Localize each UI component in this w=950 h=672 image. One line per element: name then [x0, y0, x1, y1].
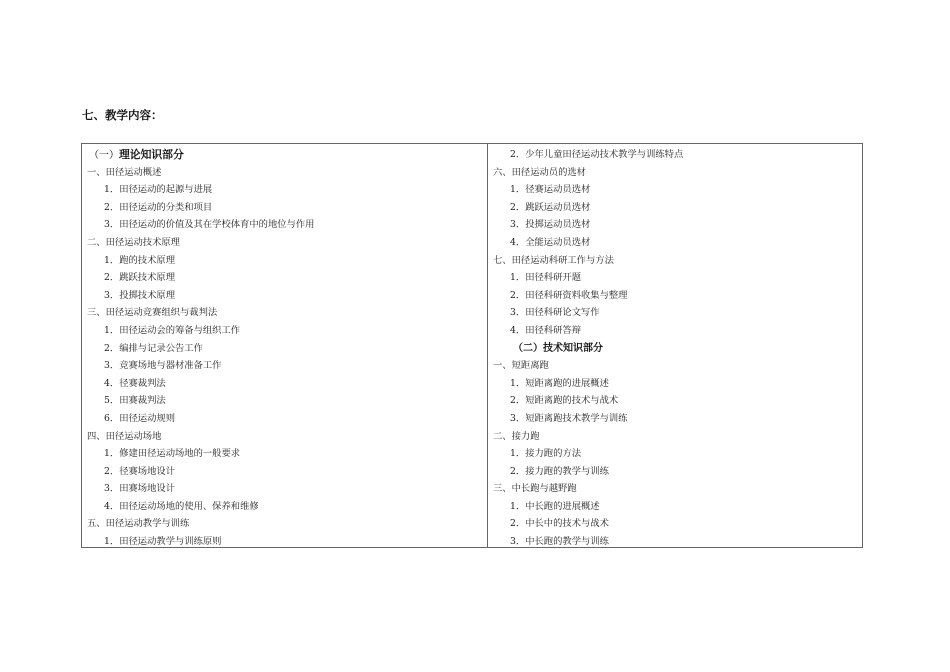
outline-item: 4．田径运动场地的使用、保养和维修 — [104, 500, 259, 512]
outline-chapter: 五、田径运动教学与训练 — [87, 518, 190, 530]
outline-item: 2．接力跑的教学与训练 — [510, 465, 609, 477]
outline-chapter: 一、田径运动概述 — [87, 166, 162, 178]
outline-item: 1．田径运动教学与训练原则 — [104, 536, 222, 548]
section-subheading — [82, 146, 487, 164]
outline-item: 3．田径运动的价值及其在学校体育中的地位与作用 — [104, 219, 315, 231]
outline-item: 2．跳跃运动员选材 — [510, 201, 591, 213]
outline-item: 1．径赛运动员选材 — [510, 184, 591, 196]
section-heading: 七、教学内容： — [82, 108, 163, 122]
outline-item: 3．投掷运动员选材 — [510, 219, 591, 231]
outline-item: 4．径赛裁判法 — [104, 377, 166, 389]
content-table — [81, 143, 863, 548]
outline-item: 1．修建田径运动场地的一般要求 — [104, 448, 241, 460]
outline-item: 1．跑的技术原理 — [104, 254, 175, 266]
right-column — [488, 144, 862, 547]
outline-item: 4．全能运动员选材 — [510, 236, 591, 248]
outline-item: 4．田径科研答辩 — [510, 324, 581, 336]
outline-item: 2．田径运动的分类和项目 — [104, 201, 213, 213]
outline-chapter: 二、接力跑 — [493, 430, 540, 442]
section-subheading: （二）技术知识部分 — [513, 342, 603, 354]
outline-item: 1．接力跑的方法 — [510, 448, 581, 460]
outline-item: 3．田赛场地设计 — [104, 483, 175, 495]
outline-item: 2．少年儿童田径运动技术教学与训练特点 — [510, 149, 684, 160]
outline-item: 3．短距离跑技术教学与训练 — [510, 412, 628, 424]
outline-chapter: 六、田径运动员的选材 — [493, 166, 586, 178]
outline-item: 3．投掷技术原理 — [104, 289, 175, 301]
subheading-prefix: （一） — [89, 150, 119, 161]
outline-chapter: 一、短距离跑 — [493, 360, 549, 372]
outline-item: 5．田赛裁判法 — [104, 395, 166, 407]
outline-item: 3．中长跑的教学与训练 — [510, 536, 609, 548]
outline-item: 3．田径科研论文写作 — [510, 307, 600, 319]
outline-item: 1．田径运动会的筹备与组织工作 — [104, 324, 241, 336]
outline-item: 1．田径科研开题 — [510, 272, 581, 284]
outline-chapter: 三、中长跑与越野跑 — [493, 483, 577, 495]
outline-item: 1．田径运动的起源与进展 — [104, 184, 213, 196]
subheading-title: 理论知识部分 — [119, 148, 184, 161]
outline-item: 6．田径运动规则 — [104, 412, 175, 424]
outline-chapter: 二、田径运动技术原理 — [87, 236, 180, 248]
outline-chapter: 三、田径运动竞赛组织与裁判法 — [87, 307, 218, 319]
outline-item: 2．编排与记录公告工作 — [104, 342, 203, 354]
outline-chapter: 四、田径运动场地 — [87, 430, 162, 442]
outline-item: 1．中长跑的进展概述 — [510, 500, 600, 512]
outline-item: 3．竞赛场地与器材准备工作 — [104, 360, 222, 372]
outline-item: 2．跳跃技术原理 — [104, 272, 175, 284]
outline-item: 2．短距离跑的技术与战术 — [510, 395, 619, 407]
left-column — [82, 144, 488, 547]
outline-item: 2．田径科研资料收集与整理 — [510, 289, 628, 301]
outline-chapter: 七、田径运动科研工作与方法 — [493, 254, 614, 266]
outline-item: 1．短距离跑的进展概述 — [510, 377, 609, 389]
outline-item: 2．径赛场地设计 — [104, 465, 175, 477]
outline-item: 2．中长中的技术与战术 — [510, 518, 609, 530]
